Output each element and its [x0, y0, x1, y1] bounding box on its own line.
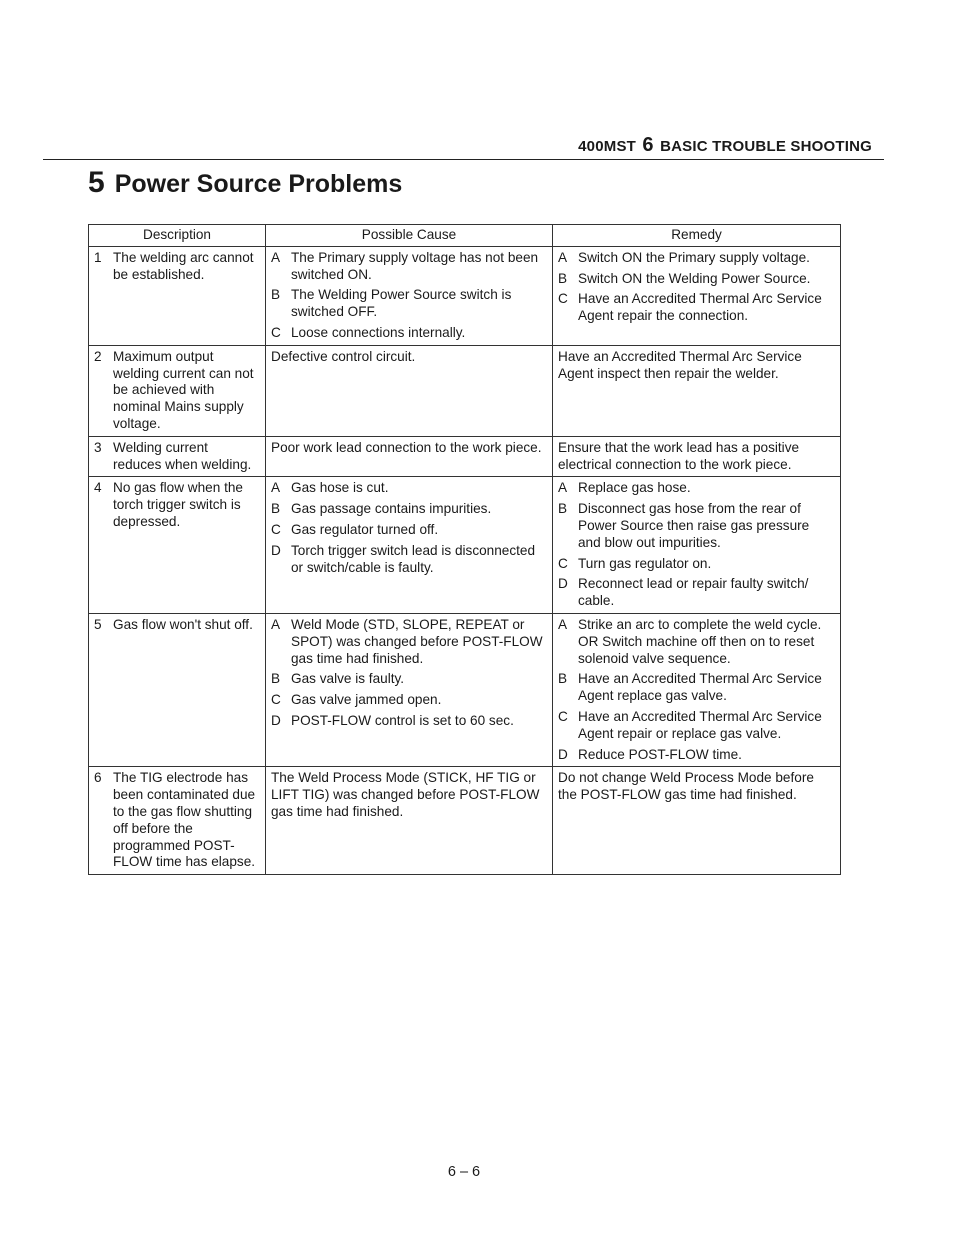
- section-number: 5: [88, 166, 105, 199]
- row-number: 6: [94, 770, 102, 786]
- column-header-remedy: Remedy: [553, 225, 841, 247]
- description: [94, 617, 260, 634]
- cause-item: [271, 522, 547, 539]
- cause-letter: B: [271, 287, 281, 303]
- cause-item: [271, 770, 547, 820]
- remedy-letter: A: [558, 480, 568, 496]
- troubleshooting-table: [88, 224, 841, 875]
- remedy-text: Have an Accredited Thermal Arc Service Agent inspect then repair the welder.: [558, 348, 802, 381]
- table-row: [89, 246, 841, 345]
- remedy-letter: D: [558, 746, 568, 762]
- remedy-text: Reconnect lead or repair faulty switch/ cable.: [578, 576, 809, 609]
- cause-cell: [266, 436, 553, 477]
- remedy-text: Have an Accredited Thermal Arc Service Agent replace gas valve.: [578, 671, 822, 704]
- cause-text: The Weld Process Mode (STICK, HF TIG or LIFT TIG) was changed before POST-FLOW gas time had finished.: [271, 770, 540, 819]
- cause-item: [271, 692, 547, 709]
- description-text: No gas flow when the torch trigger switch is depressed.: [113, 480, 243, 529]
- remedy-item: [558, 501, 835, 551]
- row-number: 5: [94, 616, 102, 632]
- remedy-item: [558, 440, 835, 474]
- cause-letter: D: [271, 542, 281, 558]
- remedy-text: Switch ON the Primary supply voltage.: [578, 249, 810, 265]
- remedy-item: [558, 556, 835, 573]
- cause-item: [271, 480, 547, 497]
- remedy-letter: B: [558, 671, 568, 687]
- remedy-item: [558, 480, 835, 497]
- remedy-text: Switch ON the Welding Power Source.: [578, 270, 811, 286]
- remedy-text: Turn gas regulator on.: [578, 555, 712, 571]
- cause-item: [271, 250, 547, 284]
- description-text: Gas flow won't shut off.: [113, 616, 253, 632]
- section-title: [88, 166, 402, 200]
- remedy-text: Replace gas hose.: [578, 480, 691, 496]
- cause-text: POST-FLOW control is set to 60 sec.: [291, 712, 514, 728]
- cause-item: [271, 287, 547, 321]
- remedy-letter: C: [558, 555, 568, 571]
- cause-text: Gas passage contains impurities.: [291, 501, 492, 517]
- table-header-row: [89, 225, 841, 247]
- remedy-text: Reduce POST-FLOW time.: [578, 746, 742, 762]
- remedy-item: [558, 576, 835, 610]
- remedy-cell: [553, 613, 841, 766]
- remedy-cell: [553, 246, 841, 345]
- remedy-text: Have an Accredited Thermal Arc Service Agent repair the connection.: [578, 291, 822, 324]
- column-header-description: Description: [89, 225, 266, 247]
- description: [94, 480, 260, 530]
- remedy-text: Ensure that the work lead has a positive electrical connection to the work piece.: [558, 439, 800, 472]
- cause-text: Gas hose is cut.: [291, 480, 389, 496]
- description-text: Maximum output welding current can not be achieved with nominal Mains supply voltage.: [113, 348, 254, 431]
- cause-letter: B: [271, 671, 281, 687]
- remedy-letter: B: [558, 501, 568, 517]
- cause-text: Torch trigger switch lead is disconnected or switch/cable is faulty.: [291, 542, 536, 575]
- remedy-cell: [553, 436, 841, 477]
- header-chapter-number: 6: [642, 134, 654, 156]
- description-text: The TIG electrode has been contaminated due to the gas flow shutting off before the programmed POST-FLOW time has elapse.: [113, 770, 256, 870]
- cause-letter: D: [271, 712, 281, 728]
- description: [94, 770, 260, 871]
- description-text: Welding current reduces when welding.: [113, 439, 252, 472]
- remedy-text: Disconnect gas hose from the rear of Power Source then raise gas pressure and blow out impurities.: [578, 501, 810, 550]
- remedy-letter: D: [558, 576, 568, 592]
- remedy-cell: [553, 767, 841, 875]
- row-number: 2: [94, 348, 102, 364]
- cause-letter: A: [271, 616, 281, 632]
- remedy-item: [558, 770, 835, 804]
- description-cell: [89, 767, 266, 875]
- table-row: [89, 345, 841, 436]
- cause-item: [271, 325, 547, 342]
- remedy-item: [558, 747, 835, 764]
- cause-text: Gas regulator turned off.: [291, 521, 439, 537]
- remedy-letter: C: [558, 708, 568, 724]
- remedy-item: [558, 349, 835, 383]
- description: [94, 250, 260, 284]
- header-chapter-title: BASIC TROUBLE SHOOTING: [660, 138, 872, 155]
- table-body: [89, 246, 841, 874]
- cause-item: [271, 440, 547, 457]
- cause-cell: [266, 613, 553, 766]
- remedy-item: [558, 709, 835, 743]
- cause-letter: A: [271, 249, 281, 265]
- cause-letter: C: [271, 324, 281, 340]
- remedy-letter: A: [558, 616, 568, 632]
- remedy-item: [558, 617, 835, 667]
- cause-cell: [266, 345, 553, 436]
- cause-letter: C: [271, 692, 281, 708]
- table-row: [89, 477, 841, 614]
- remedy-letter: B: [558, 270, 568, 286]
- description: [94, 440, 260, 474]
- cause-item: [271, 713, 547, 730]
- description: [94, 349, 260, 433]
- remedy-item: [558, 671, 835, 705]
- description-cell: [89, 436, 266, 477]
- remedy-item: [558, 291, 835, 325]
- row-number: 1: [94, 249, 102, 265]
- remedy-text: Have an Accredited Thermal Arc Service Agent repair or replace gas valve.: [578, 708, 822, 741]
- cause-cell: [266, 477, 553, 614]
- description-cell: [89, 477, 266, 614]
- cause-letter: C: [271, 521, 281, 537]
- remedy-item: [558, 271, 835, 288]
- section-title-text: Power Source Problems: [114, 170, 403, 198]
- cause-item: [271, 349, 547, 366]
- cause-letter: B: [271, 501, 281, 517]
- cause-cell: [266, 246, 553, 345]
- cause-text: Gas valve jammed open.: [291, 692, 442, 708]
- cause-item: [271, 671, 547, 688]
- remedy-text: Do not change Weld Process Mode before the POST-FLOW gas time had finished.: [558, 770, 814, 803]
- cause-text: The Welding Power Source switch is switched OFF.: [291, 287, 512, 320]
- table-row: [89, 767, 841, 875]
- cause-text: Loose connections internally.: [291, 324, 466, 340]
- page-number: 6 – 6: [447, 1164, 481, 1180]
- cause-letter: A: [271, 480, 281, 496]
- remedy-text: Strike an arc to complete the weld cycle. OR Switch machine off then on to reset solenoid valve sequence.: [578, 616, 822, 666]
- description-cell: [89, 246, 266, 345]
- cause-text: Defective control circuit.: [271, 348, 416, 364]
- table-row: [89, 436, 841, 477]
- cause-item: [271, 501, 547, 518]
- description-cell: [89, 613, 266, 766]
- cause-text: Gas valve is faulty.: [291, 671, 405, 687]
- remedy-item: [558, 250, 835, 267]
- row-number: 3: [94, 439, 102, 455]
- cause-item: [271, 543, 547, 577]
- running-header: [0, 134, 872, 157]
- remedy-cell: [553, 477, 841, 614]
- cause-item: [271, 617, 547, 667]
- cause-text: Poor work lead connection to the work piece.: [271, 439, 542, 455]
- row-number: 4: [94, 480, 102, 496]
- cause-text: Weld Mode (STD, SLOPE, REPEAT or SPOT) was changed before POST-FLOW gas time had finished.: [291, 616, 543, 666]
- cause-cell: [266, 767, 553, 875]
- header-rule: [43, 159, 884, 160]
- description-text: The welding arc cannot be established.: [113, 249, 254, 282]
- table-row: [89, 613, 841, 766]
- column-header-possible-cause: Possible Cause: [266, 225, 553, 247]
- description-cell: [89, 345, 266, 436]
- remedy-letter: A: [558, 249, 568, 265]
- cause-text: The Primary supply voltage has not been switched ON.: [291, 249, 539, 282]
- remedy-cell: [553, 345, 841, 436]
- header-model: 400MST: [578, 138, 637, 155]
- remedy-letter: C: [558, 291, 568, 307]
